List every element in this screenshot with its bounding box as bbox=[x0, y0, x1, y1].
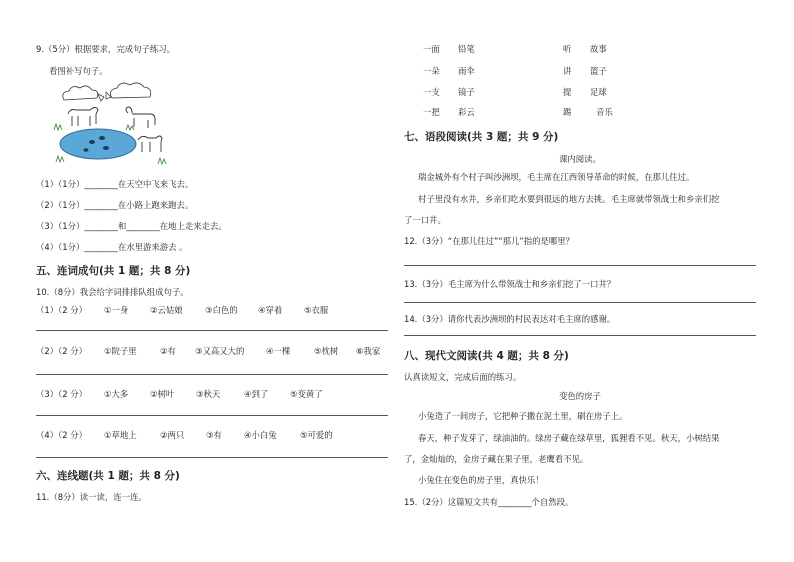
q9-line-1-pre: （1）（1分） bbox=[36, 179, 85, 189]
match-left-1-b[interactable]: 铅笔 bbox=[458, 44, 475, 54]
sec7-paragraph-2b: 了一口井。 bbox=[404, 215, 446, 225]
pond-animals-illustration bbox=[46, 80, 174, 170]
section-6-title: 六、连线题(共 1 题；共 8 分) bbox=[36, 470, 180, 482]
q14-title: 14.（3分）请你代表沙洲坝的村民表达对毛主席的感谢。 bbox=[404, 314, 616, 324]
story-sentence-1: 小兔造了一间房子，它把种子撒在泥土里，刷在房子上。 bbox=[418, 411, 628, 421]
match-left-3-a[interactable]: 一支 bbox=[423, 87, 440, 97]
match-right-4-b[interactable]: 音乐 bbox=[596, 107, 613, 117]
q9-line-1 bbox=[36, 179, 193, 190]
q10-row-4-label: （4）（2 分） bbox=[36, 430, 87, 440]
match-left-3-b[interactable]: 镜子 bbox=[458, 87, 475, 97]
q10-row-2-label: （2）（2 分） bbox=[36, 346, 87, 356]
section-7-title: 七、语段阅读(共 3 题；共 9 分) bbox=[404, 131, 559, 143]
q9-line-4-pre: （4）（1分） bbox=[36, 242, 85, 252]
q9-line-4 bbox=[36, 242, 188, 253]
q11-title: 11.（8分）读一读，连一连。 bbox=[36, 492, 147, 502]
q9-subtitle: 看图补写句子。 bbox=[49, 66, 108, 76]
sec7-reading-label: 课内阅读。 bbox=[559, 154, 601, 164]
q10-row-2-item-2: ②有 bbox=[160, 346, 176, 356]
match-right-3-b[interactable]: 足球 bbox=[590, 87, 607, 97]
q10-row-3-label: （3）（2 分） bbox=[36, 389, 87, 399]
q12-title: 12.（3分）“在那儿住过”“那儿”指的是哪里？ bbox=[404, 236, 575, 246]
story-sentence-3: 小兔住在变色的房子里，真快乐！ bbox=[418, 475, 544, 485]
q10-row-2-item-3: ③又高又大的 bbox=[195, 346, 245, 356]
q15-line bbox=[404, 497, 573, 508]
story-sentence-2b: 了，金灿灿的，金房子藏在果子里，老鹰看不见。 bbox=[404, 454, 589, 464]
q10-row-2-item-1: ①院子里 bbox=[104, 346, 137, 356]
q10-row-4-item-4: ④小白兔 bbox=[244, 430, 277, 440]
q9-line-3-pre: （3）（1分） bbox=[36, 221, 85, 231]
q13-title: 13.（3分）毛主席为什么带领战士和乡亲们挖了一口井？ bbox=[404, 279, 616, 289]
story-sentence-2a: 春天，种子发芽了，绿油油的。绿房子藏在绿草里，狐狸看不见。秋天，小树结果 bbox=[418, 433, 720, 443]
q10-row-3-item-1: ①大多 bbox=[104, 389, 129, 399]
sec7-paragraph-2a: 村子里没有水井，乡亲们吃水要到很远的地方去挑。毛主席就带领战士和乡亲们挖 bbox=[418, 194, 720, 204]
q10-row-2-item-6: ⑥我家 bbox=[356, 346, 381, 356]
q10-row-1-item-5: ⑤衣服 bbox=[304, 305, 329, 315]
q10-row-1-item-2: ②云姑娘 bbox=[150, 305, 183, 315]
q10-row-4-item-2: ②两只 bbox=[160, 430, 185, 440]
q10-row-3-item-4: ④到了 bbox=[244, 389, 269, 399]
match-right-2-b[interactable]: 篮子 bbox=[590, 66, 607, 76]
q9-line-3-blank[interactable]: ________ bbox=[84, 221, 118, 231]
q10-row-3-answer-line[interactable] bbox=[36, 415, 388, 416]
q10-row-3-item-2: ②树叶 bbox=[150, 389, 175, 399]
q10-row-2-item-4: ④一棵 bbox=[266, 346, 291, 356]
match-right-4-a[interactable]: 踢 bbox=[563, 107, 572, 117]
q10-row-4-item-3: ③有 bbox=[206, 430, 222, 440]
match-left-2-a[interactable]: 一朵 bbox=[423, 66, 440, 76]
q14-answer-line[interactable] bbox=[404, 335, 756, 336]
match-left-2-b[interactable]: 雨伞 bbox=[458, 66, 475, 76]
q10-row-4-item-5: ⑤可爱的 bbox=[300, 430, 333, 440]
q9-line-1-blank[interactable]: ________ bbox=[84, 179, 118, 189]
match-left-4-a[interactable]: 一把 bbox=[423, 107, 440, 117]
section-8-title: 八、现代文阅读(共 4 题；共 8 分) bbox=[404, 350, 569, 362]
match-right-1-b[interactable]: 故事 bbox=[590, 44, 607, 54]
q10-row-1-label: （1）（2 分） bbox=[36, 305, 87, 315]
q9-line-1-post: 在天空中飞来飞去。 bbox=[117, 179, 194, 189]
q10-row-1-item-3: ③白色的 bbox=[205, 305, 238, 315]
match-left-4-b[interactable]: 彩云 bbox=[458, 107, 475, 117]
q9-line-3-post: 在地上走来走去。 bbox=[159, 221, 227, 231]
match-right-3-a[interactable]: 提 bbox=[563, 87, 572, 97]
q9-title: 9.（5分）根据要求，完成句子练习。 bbox=[36, 44, 175, 54]
q9-line-3-mid: 和 bbox=[117, 221, 127, 231]
q15-blank[interactable]: ________ bbox=[498, 497, 532, 507]
q10-row-1-item-1: ①一身 bbox=[104, 305, 129, 315]
q12-answer-line[interactable] bbox=[404, 265, 756, 266]
q10-row-1-item-4: ④穿着 bbox=[258, 305, 283, 315]
q9-line-2-pre: （2）（1分） bbox=[36, 200, 85, 210]
q10-row-4-answer-line[interactable] bbox=[36, 457, 388, 458]
section-5-title: 五、连词成句(共 1 题；共 8 分) bbox=[36, 265, 191, 277]
q9-line-4-post: 在水里游来游去 。 bbox=[117, 242, 188, 252]
q13-answer-line[interactable] bbox=[404, 302, 756, 303]
story-title: 变色的房子 bbox=[559, 391, 601, 401]
sec7-paragraph-1: 瑞金城外有个村子叫沙洲坝，毛主席在江西领导革命的时候，在那儿住过。 bbox=[418, 172, 695, 182]
q9-line-2-post: 在小路上跑来跑去。 bbox=[117, 200, 194, 210]
q10-row-4-item-1: ①草地上 bbox=[104, 430, 137, 440]
q10-row-2-answer-line[interactable] bbox=[36, 374, 388, 375]
q9-line-3 bbox=[36, 221, 227, 232]
match-right-1-a[interactable]: 听 bbox=[563, 44, 572, 54]
q10-title: 10.（8分）我会给字词排排队组成句子。 bbox=[36, 287, 189, 297]
sec8-intro: 认真读短文，完成后面的练习。 bbox=[404, 372, 522, 382]
match-left-1-a[interactable]: 一面 bbox=[423, 44, 440, 54]
q9-line-3-blank2[interactable]: ________ bbox=[126, 221, 160, 231]
q10-row-3-item-5: ⑤变黄了 bbox=[290, 389, 323, 399]
q15-prefix: 15.（2分）这篇短文共有 bbox=[404, 497, 499, 507]
q9-line-4-blank[interactable]: ________ bbox=[84, 242, 118, 252]
q9-line-2 bbox=[36, 200, 193, 211]
q10-row-3-item-3: ③秋天 bbox=[196, 389, 221, 399]
q15-suffix: 个自然段。 bbox=[531, 497, 574, 507]
q10-row-2-item-5: ⑤枕树 bbox=[314, 346, 339, 356]
match-right-2-a[interactable]: 讲 bbox=[563, 66, 572, 76]
q10-row-1-answer-line[interactable] bbox=[36, 330, 388, 331]
q9-line-2-blank[interactable]: ________ bbox=[84, 200, 118, 210]
